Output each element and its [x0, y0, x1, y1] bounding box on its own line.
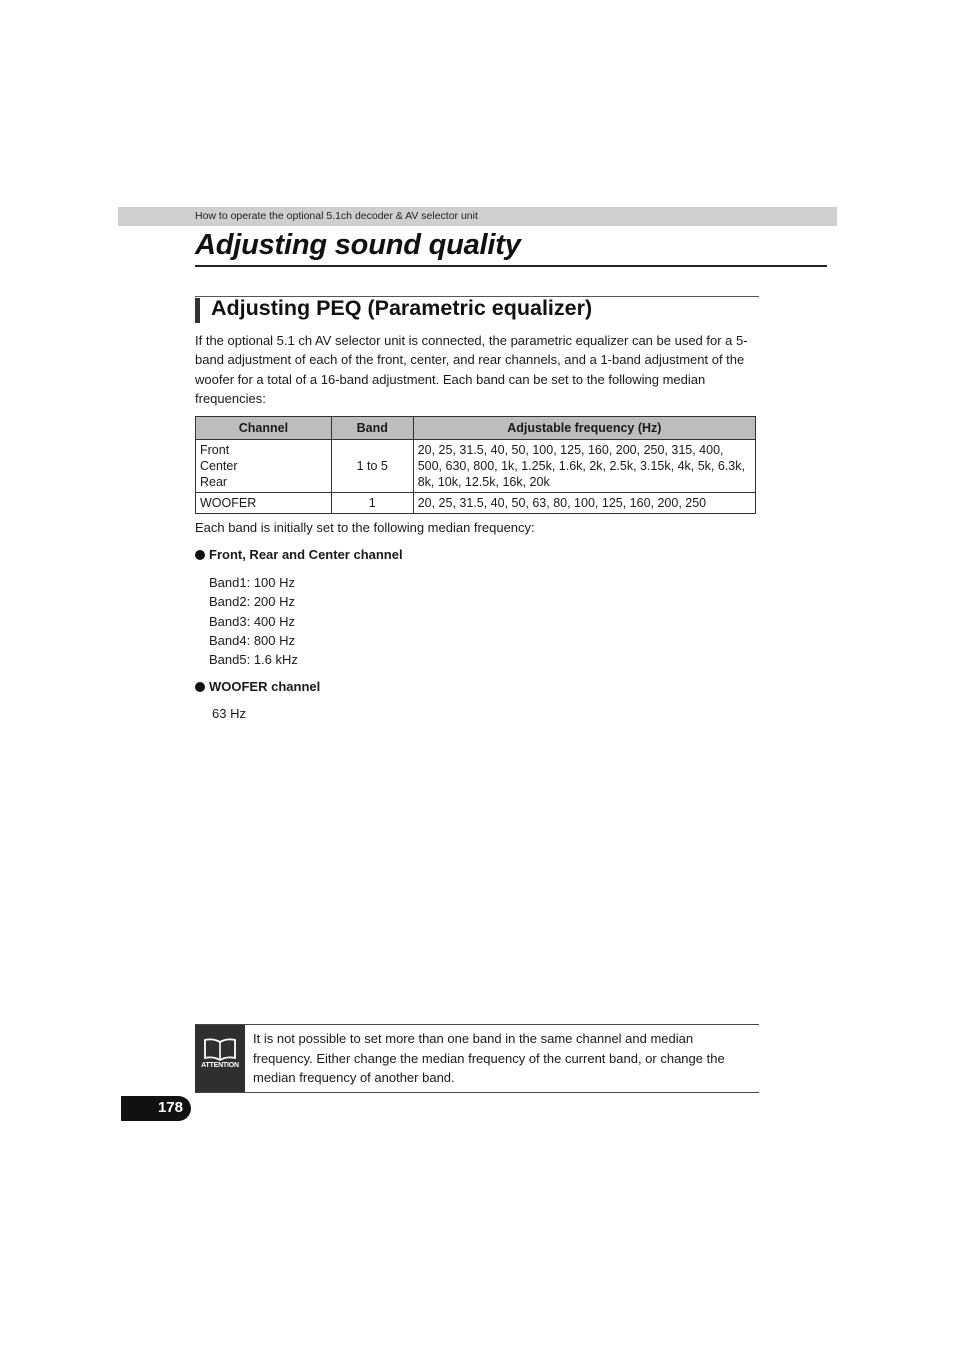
section-marker [195, 298, 200, 323]
intro-paragraph: If the optional 5.1 ch AV selector unit is connected, the parametric equalizer can be used for a 5-band adjustment of each of the front, center, and rear channels, and a 1-band adjustment of the woofer for a total of a 16-band adjustment. Each band can be set to the following median frequencies: [195, 333, 748, 407]
header-section-label: How to operate the optional 5.1ch decoder & AV selector unit [195, 210, 478, 222]
frequency-cell [413, 440, 755, 493]
channel-center: Center [200, 459, 238, 473]
woofer-value: 63 Hz [212, 706, 246, 721]
channel-woofer: WOOFER [200, 496, 257, 510]
list-item: Band1: 100 Hz [209, 575, 296, 590]
page-number: 178 [121, 1096, 191, 1121]
header-frequency: Adjustable frequency (Hz) [413, 417, 755, 440]
front-group-heading [195, 547, 403, 562]
table-header-row [196, 417, 756, 440]
book-icon [203, 1037, 237, 1061]
list-item: Band3: 400 Hz [209, 613, 296, 629]
header-bar [118, 207, 837, 226]
attention-label: ATTENTION [201, 1062, 239, 1069]
header-channel: Channel [196, 417, 332, 440]
frequency-cell [413, 493, 755, 514]
woofer-group-heading-text: WOOFER channel [209, 679, 321, 694]
list-item: Band4: 800 Hz [209, 632, 296, 648]
header-band: Band [331, 417, 413, 440]
initial-note: Each band is initially set to the following median frequency: [195, 520, 535, 535]
table-row [196, 440, 756, 493]
band-cell: 1 [331, 493, 413, 514]
frequency-line: 8k, 10k, 12.5k, 16k, 20k [417, 475, 550, 489]
attention-bottom-rule [195, 1092, 759, 1093]
title-rule [195, 265, 827, 267]
table-row [196, 493, 756, 514]
section-heading: Adjusting PEQ (Parametric equalizer) [211, 296, 593, 320]
page-title: Adjusting sound quality [195, 229, 521, 261]
band-list [209, 573, 298, 669]
frequency-line: 500, 630, 800, 1k, 1.25k, 1.6k, 2k, 2.5k, 3.15k, 4k, 5k, 6.3k, [417, 459, 745, 473]
frequency-line: 20, 25, 31.5, 40, 50, 100, 125, 160, 200, 250, 315, 400, [417, 443, 724, 457]
channel-cell [196, 493, 332, 514]
attention-text: It is not possible to set more than one band in the same channel and median frequency. Either change the median frequency of the current band, or change the median frequency of another band. [253, 1031, 725, 1086]
bullet-icon [195, 682, 205, 692]
band-cell: 1 to 5 [331, 440, 413, 493]
attention-badge [195, 1025, 245, 1092]
list-item: Band5: 1.6 kHz [209, 652, 298, 668]
channel-front: Front [200, 443, 230, 457]
channel-cell [196, 440, 332, 493]
bullet-icon [195, 550, 205, 560]
frequency-line: 20, 25, 31.5, 40, 50, 63, 80, 100, 125, 160, 200, 250 [417, 496, 707, 510]
frequency-table [195, 416, 756, 514]
channel-rear: Rear [200, 475, 228, 489]
attention-top-rule [195, 1024, 759, 1025]
woofer-group-heading [195, 679, 320, 694]
list-item: Band2: 200 Hz [209, 594, 296, 610]
front-group-heading-text: Front, Rear and Center channel [209, 547, 403, 562]
